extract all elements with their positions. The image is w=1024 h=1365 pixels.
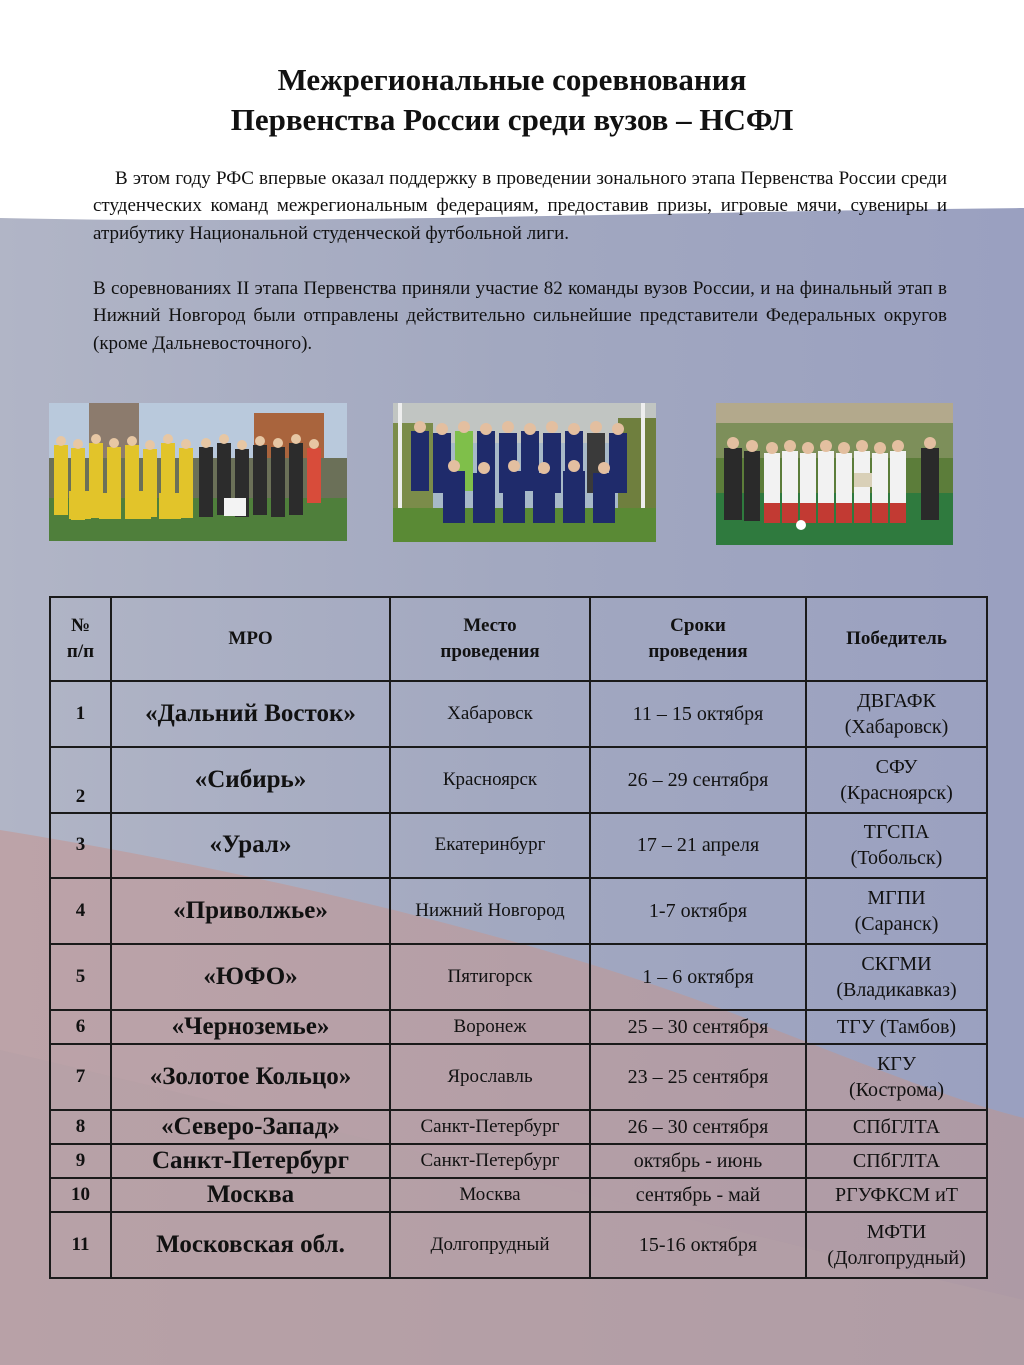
cell-dates: 26 – 30 сентября <box>590 1110 806 1144</box>
cell-winner <box>806 944 987 1010</box>
cell-dates: 26 – 29 сентября <box>590 747 806 813</box>
cell-num: 4 <box>50 878 111 944</box>
cell-place: Екатеринбург <box>390 813 590 879</box>
winner-city: (Красноярск) <box>840 781 953 804</box>
team-photo-white <box>716 403 953 545</box>
cell-dates: 23 – 25 сентября <box>590 1044 806 1110</box>
header-winner: Победитель <box>806 597 987 681</box>
cell-mro: «Черноземье» <box>111 1010 390 1044</box>
winner-name: СКГМИ <box>861 953 932 976</box>
table-row <box>50 1010 987 1044</box>
table-row <box>50 681 987 747</box>
results-table <box>49 596 988 1279</box>
cell-place: Долгопрудный <box>390 1212 590 1278</box>
cell-dates: 25 – 30 сентября <box>590 1010 806 1044</box>
cell-dates: 15-16 октября <box>590 1212 806 1278</box>
header-dates: Сроки проведения <box>590 597 806 681</box>
cell-winner <box>806 1044 987 1110</box>
cell-winner <box>806 1212 987 1278</box>
team-photo-yellow <box>49 403 347 541</box>
winner-name: РГУФКСМ иТ <box>834 1184 959 1207</box>
page-title <box>0 60 1024 140</box>
cell-num: 2 <box>50 747 111 813</box>
cell-winner <box>806 1178 987 1212</box>
title-line-1: Межрегиональные соревнования <box>277 62 747 97</box>
cell-num: 3 <box>50 813 111 879</box>
cell-num: 1 <box>50 681 111 747</box>
cell-mro: Санкт-Петербург <box>111 1144 390 1178</box>
cell-place: Санкт-Петербург <box>390 1144 590 1178</box>
cell-place: Москва <box>390 1178 590 1212</box>
table-row <box>50 1044 987 1110</box>
winner-name: СФУ <box>875 755 918 778</box>
cell-place: Нижний Новгород <box>390 878 590 944</box>
table-row <box>50 1212 987 1278</box>
cell-mro: «ЮФО» <box>111 944 390 1010</box>
table-row <box>50 1110 987 1144</box>
table-row <box>50 944 987 1010</box>
table-row <box>50 1144 987 1178</box>
cell-winner <box>806 1110 987 1144</box>
cell-winner <box>806 747 987 813</box>
cell-place: Хабаровск <box>390 681 590 747</box>
winner-city: (Тобольск) <box>850 847 943 870</box>
cell-mro: «Дальний Восток» <box>111 681 390 747</box>
cell-mro: «Сибирь» <box>111 747 390 813</box>
cell-num: 9 <box>50 1144 111 1178</box>
team-photo-blue <box>393 403 656 542</box>
winner-name: СПбГЛТА <box>852 1149 941 1172</box>
winner-name: МГПИ <box>867 887 926 910</box>
title-line-2: Первенства России среди вузов – НСФЛ <box>230 102 794 137</box>
table-row <box>50 813 987 879</box>
cell-mro: «Северо-Запад» <box>111 1110 390 1144</box>
cell-mro: «Золотое Кольцо» <box>111 1044 390 1110</box>
winner-city: (Саранск) <box>854 913 939 936</box>
cell-winner <box>806 681 987 747</box>
cell-winner <box>806 878 987 944</box>
cell-place: Санкт-Петербург <box>390 1110 590 1144</box>
table-header-row <box>50 597 987 681</box>
winner-name: ТГУ (Тамбов) <box>836 1015 957 1038</box>
cell-winner <box>806 1010 987 1044</box>
cell-dates: 11 – 15 октября <box>590 681 806 747</box>
cell-dates: октябрь - июнь <box>590 1144 806 1178</box>
cell-num: 11 <box>50 1212 111 1278</box>
cell-place: Воронеж <box>390 1010 590 1044</box>
cell-mro: Москва <box>111 1178 390 1212</box>
cell-num: 7 <box>50 1044 111 1110</box>
cell-num: 8 <box>50 1110 111 1144</box>
cell-winner <box>806 1144 987 1178</box>
header-num: № п/п <box>50 597 111 681</box>
winner-name: МФТИ <box>866 1221 927 1244</box>
cell-num: 5 <box>50 944 111 1010</box>
cell-place: Красноярск <box>390 747 590 813</box>
winner-name: СПбГЛТА <box>852 1115 941 1138</box>
cell-winner <box>806 813 987 879</box>
winner-city: (Владикавказ) <box>836 979 957 1002</box>
header-place: Место проведения <box>390 597 590 681</box>
participants-paragraph: В соревнованиях II этапа Первенства приняли участие 82 команды вузов России, и на финальный этап в Нижний Новгород были отправлены действительно сильнейшие представители Федеральных округов (кроме Дальневосточного). <box>93 278 947 354</box>
cell-dates: 1 – 6 октября <box>590 944 806 1010</box>
winner-city: (Долгопрудный) <box>827 1247 966 1270</box>
cell-mro: Московская обл. <box>111 1212 390 1278</box>
winner-city: (Кострома) <box>848 1078 945 1101</box>
winner-name: КГУ <box>876 1052 917 1075</box>
cell-num: 6 <box>50 1010 111 1044</box>
cell-dates: 1-7 октября <box>590 878 806 944</box>
cell-place: Ярославль <box>390 1044 590 1110</box>
table-row <box>50 878 987 944</box>
intro-paragraph: В этом году РФС впервые оказал поддержку в проведении зонального этапа Первенства России среди студенческих команд межрегиональным федерациям, предоставив призы, игровые мячи, сувениры и атрибутику Национальной студенческой футбольной лиги. <box>93 168 947 244</box>
cell-num: 10 <box>50 1178 111 1212</box>
table-row <box>50 1178 987 1212</box>
cell-place: Пятигорск <box>390 944 590 1010</box>
cell-dates: сентябрь - май <box>590 1178 806 1212</box>
header-mro: МРО <box>111 597 390 681</box>
table-row <box>50 747 987 813</box>
cell-mro: «Приволжье» <box>111 878 390 944</box>
winner-name: ДВГАФК <box>857 689 936 712</box>
cell-mro: «Урал» <box>111 813 390 879</box>
winner-city: (Хабаровск) <box>844 715 949 738</box>
winner-name: ТГСПА <box>863 821 930 844</box>
cell-dates: 17 – 21 апреля <box>590 813 806 879</box>
